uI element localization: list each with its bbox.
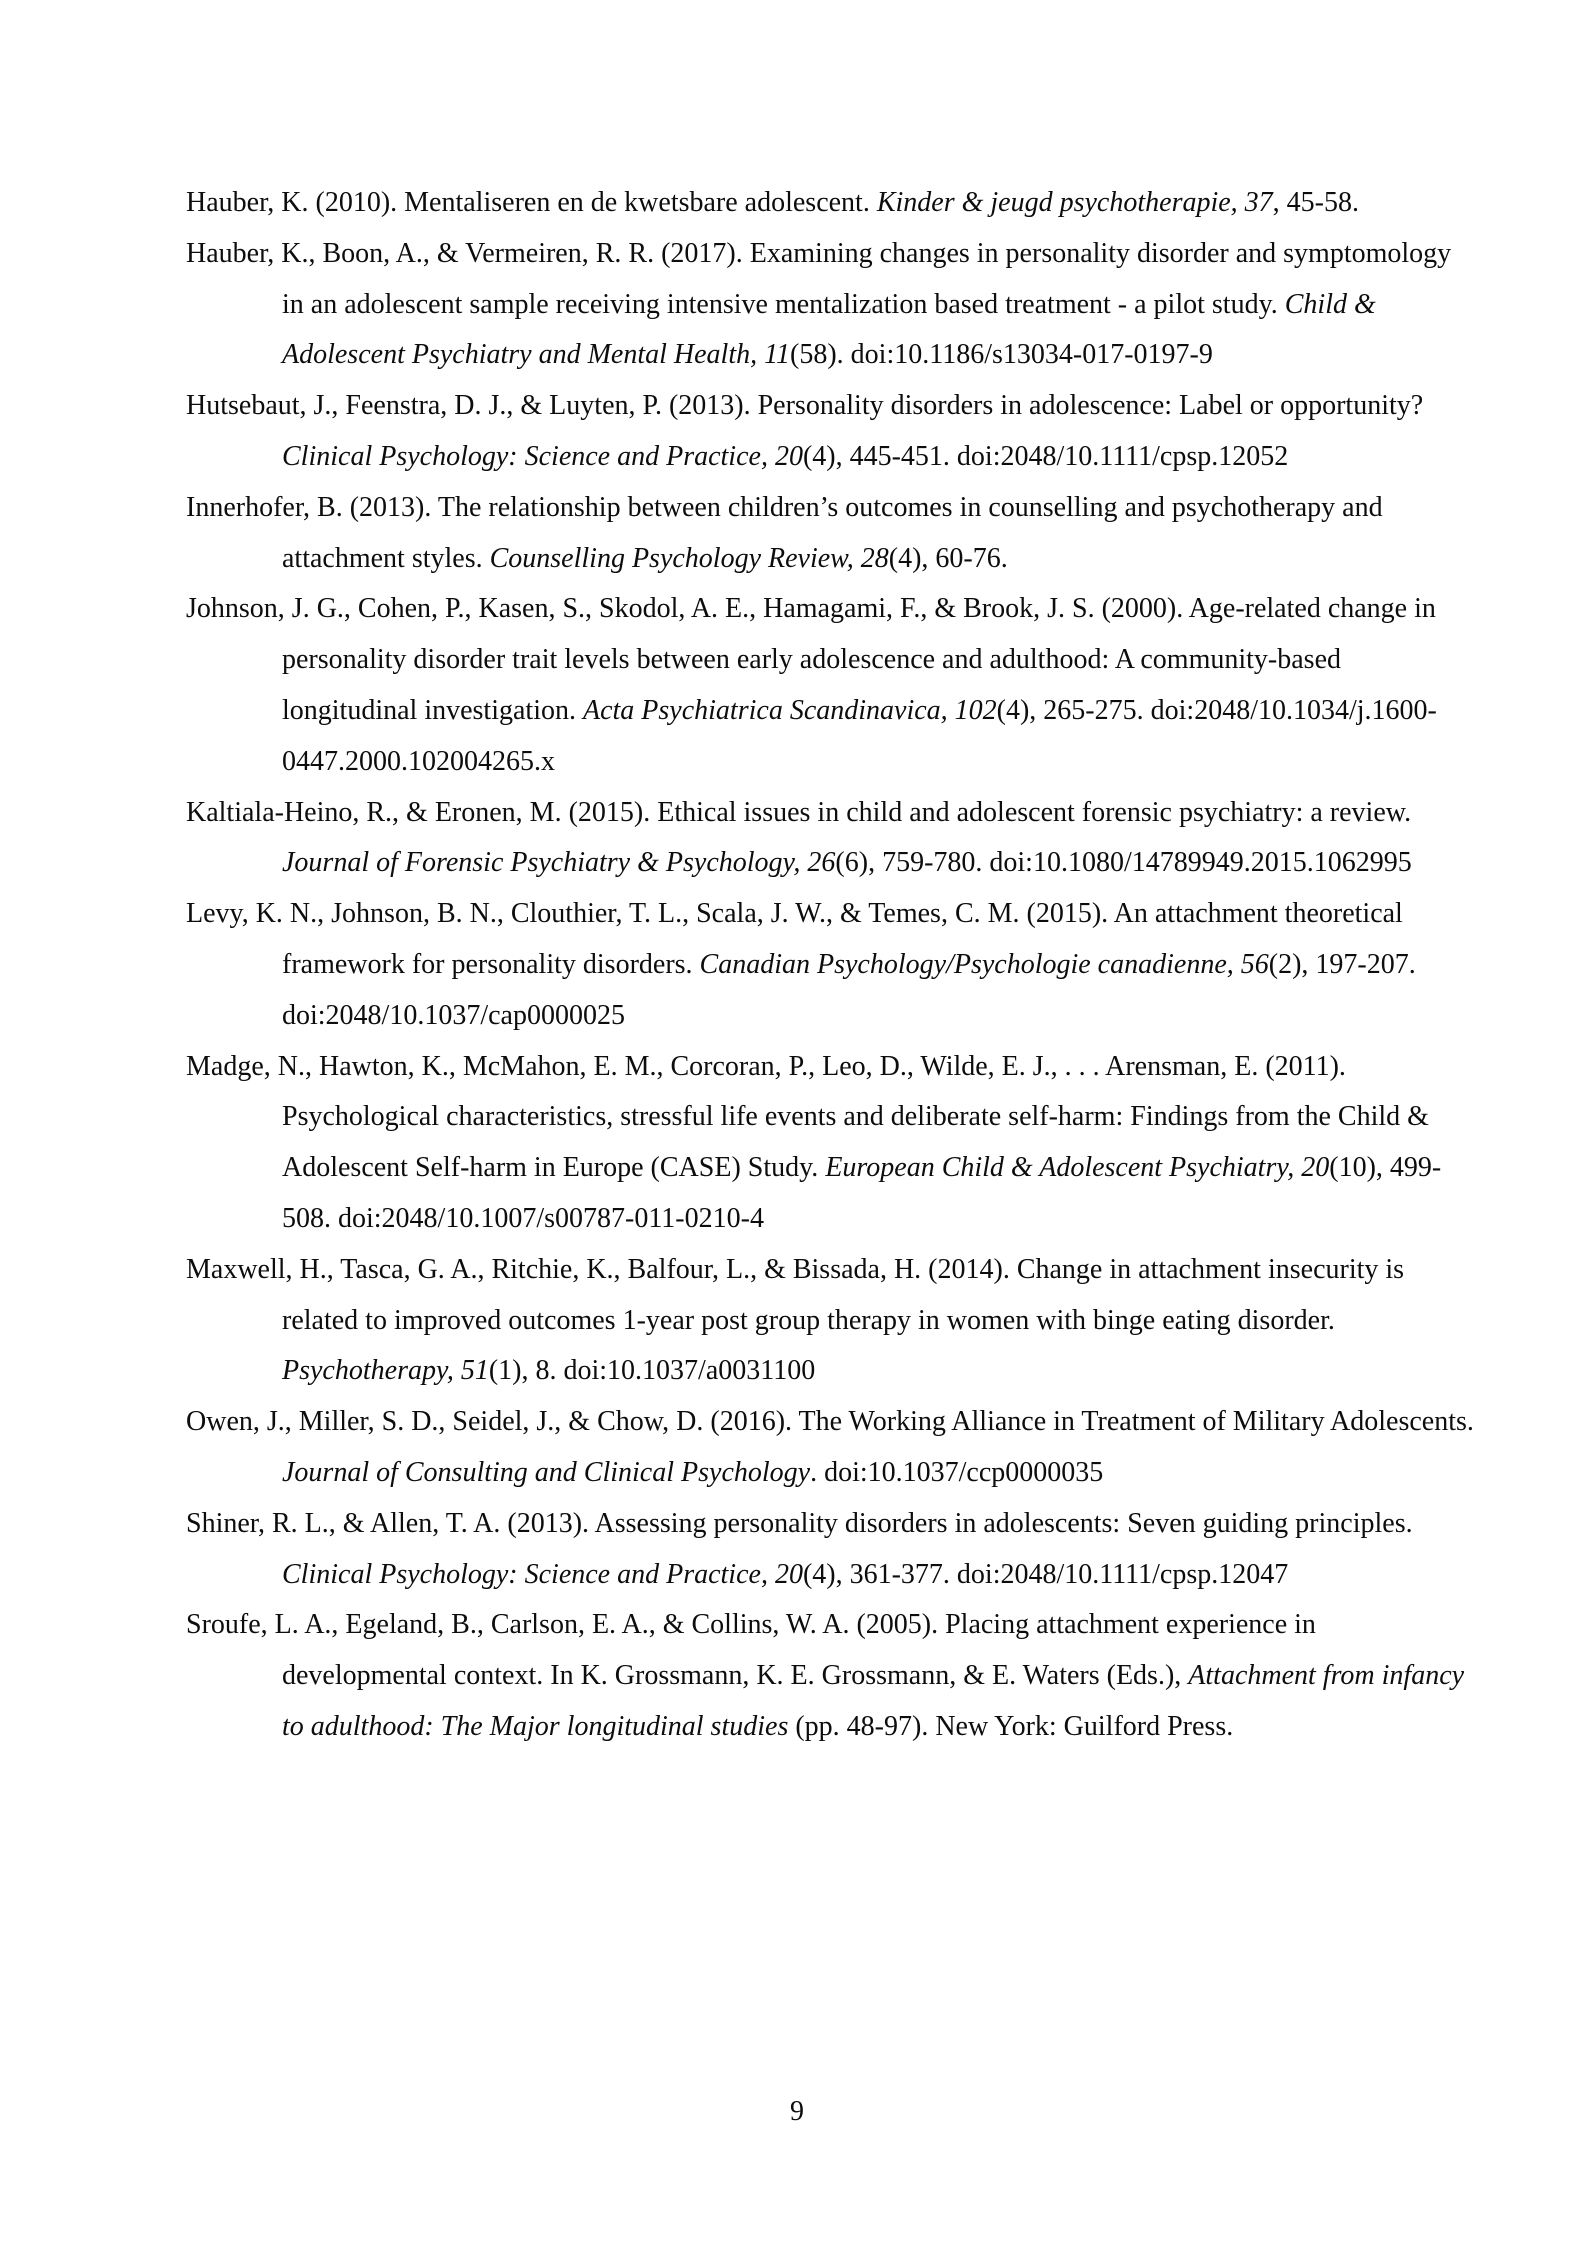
reference-entry [186,1397,1476,1499]
reference-text: (1), 8. doi:10.1037/a0031100 [488,1355,816,1387]
reference-text: (pp. 48-97). New York: Guilford Press. [788,1710,1234,1742]
reference-text: (10), 499-508. doi:2048/10.1007/s00787-011-0210-4 [282,1152,1442,1234]
reference-text: (58). doi:10.1186/s13034-017-0197-9 [790,339,1213,371]
reference-text: Hauber, K. (2010). Mentaliseren en de kwetsbare adolescent. [186,187,877,218]
reference-text: (4), 60-76. [888,542,1008,574]
reference-journal-title: Kinder & jeugd psychotherapie, 37 [876,187,1273,218]
reference-entry [186,1600,1476,1752]
reference-text: Innerhofer, B. (2013). The relationship between children’s outcomes in counselling and psychotherapy and attachment styles. [186,491,1383,574]
reference-entry [186,788,1476,890]
reference-text: Sroufe, L. A., Egeland, B., Carlson, E. A., & Collins, W. A. (2005). Placing attachment experience in developmental context. In K. Grossmann, K. E. Grossmann, & E. Waters (Eds.), [186,1609,1316,1692]
reference-text: Kaltiala-Heino, R., & Eronen, M. (2015). Ethical issues in child and adolescent forensic psychiatry: a review. [186,796,1412,828]
reference-text: Hutsebaut, J., Feenstra, D. J., & Luyten, P. (2013). Personality disorders in adolescence: Label or opportunity? [186,390,1424,422]
reference-journal-title: Attachment from infancy to adulthood: The Major longitudinal studies [282,1660,1465,1742]
reference-entry [186,229,1476,381]
reference-entry [186,1042,1476,1245]
reference-entry [186,1499,1476,1601]
reference-journal-title: Psychotherapy, 51 [282,1355,489,1387]
reference-text: . doi:10.1037/ccp0000035 [810,1456,1104,1488]
reference-journal-title: Journal of Forensic Psychiatry & Psychology, 26 [282,847,836,879]
reference-journal-title: Counselling Psychology Review, 28 [489,542,889,574]
reference-text: (4), 361-377. doi:2048/10.1111/cpsp.12047 [802,1558,1289,1590]
page-number: 9 [790,2096,804,2127]
reference-journal-title: Clinical Psychology: Science and Practice, 20 [282,1558,803,1590]
reference-text: Levy, K. N., Johnson, B. N., Clouthier, T. L., Scala, J. W., & Temes, C. M. (2015). An attachment theoretical framework for personality disorders. [186,898,1403,980]
reference-text: (4), 445-451. doi:2048/10.1111/cpsp.12052 [802,440,1289,472]
reference-entry [186,584,1476,787]
reference-journal-title: Clinical Psychology: Science and Practice, 20 [282,440,803,472]
reference-text: (6), 759-780. doi:10.1080/14789949.2015.1062995 [835,847,1412,879]
references-list [186,178,1476,1753]
reference-journal-title: Child & Adolescent Psychiatry and Mental Health, 11 [282,288,1376,371]
reference-text: Owen, J., Miller, S. D., Seidel, J., & Chow, D. (2016). The Working Alliance in Treatment of Military Adolescents. [186,1406,1474,1438]
reference-journal-title: European Child & Adolescent Psychiatry, 20 [825,1152,1330,1184]
reference-text: (2), 197-207. doi:2048/10.1037/cap0000025 [282,948,1416,1031]
reference-text: Shiner, R. L., & Allen, T. A. (2013). Assessing personality disorders in adolescents: Seven guiding principles. [186,1507,1413,1539]
reference-text: Johnson, J. G., Cohen, P., Kasen, S., Skodol, A. E., Hamagami, F., & Brook, J. S. (2000). Age-related change in personality disorder trait levels between early adolescence and adulthood: A community-based longitudinal investigation. [186,593,1436,726]
reference-text: Madge, N., Hawton, K., McMahon, E. M., Corcoran, P., Leo, D., Wilde, E. J., . . . Arensman, E. (2011). Psychological characteristics, stressful life events and deliberate self-harm: Findings from the Child & Adolescent Self-harm in Europe (CASE) Study. [186,1050,1429,1184]
reference-text: Hauber, K., Boon, A., & Vermeiren, R. R. (2017). Examining changes in personality disorder and symptomology in an adolescent sample receiving intensive mentalization based treatment - a pilot study. [186,237,1452,320]
reference-text: , 45-58. [1272,187,1359,218]
reference-journal-title: Acta Psychiatrica Scandinavica, 102 [582,694,997,726]
reference-journal-title: Canadian Psychology/Psychologie canadienne, 56 [699,948,1269,980]
reference-entry [186,1245,1476,1397]
reference-entry [186,381,1476,483]
reference-entry [186,889,1476,1041]
reference-entry [186,178,1476,229]
reference-entry [186,483,1476,585]
reference-text: Maxwell, H., Tasca, G. A., Ritchie, K., Balfour, L., & Bissada, H. (2014). Change in attachment insecurity is related to improved outcomes 1-year post group therapy in women with binge eating disorder. [186,1253,1405,1336]
reference-text: (4), 265-275. doi:2048/10.1034/j.1600-0447.2000.102004265.x [282,694,1437,777]
reference-journal-title: Journal of Consulting and Clinical Psychology [282,1456,811,1488]
